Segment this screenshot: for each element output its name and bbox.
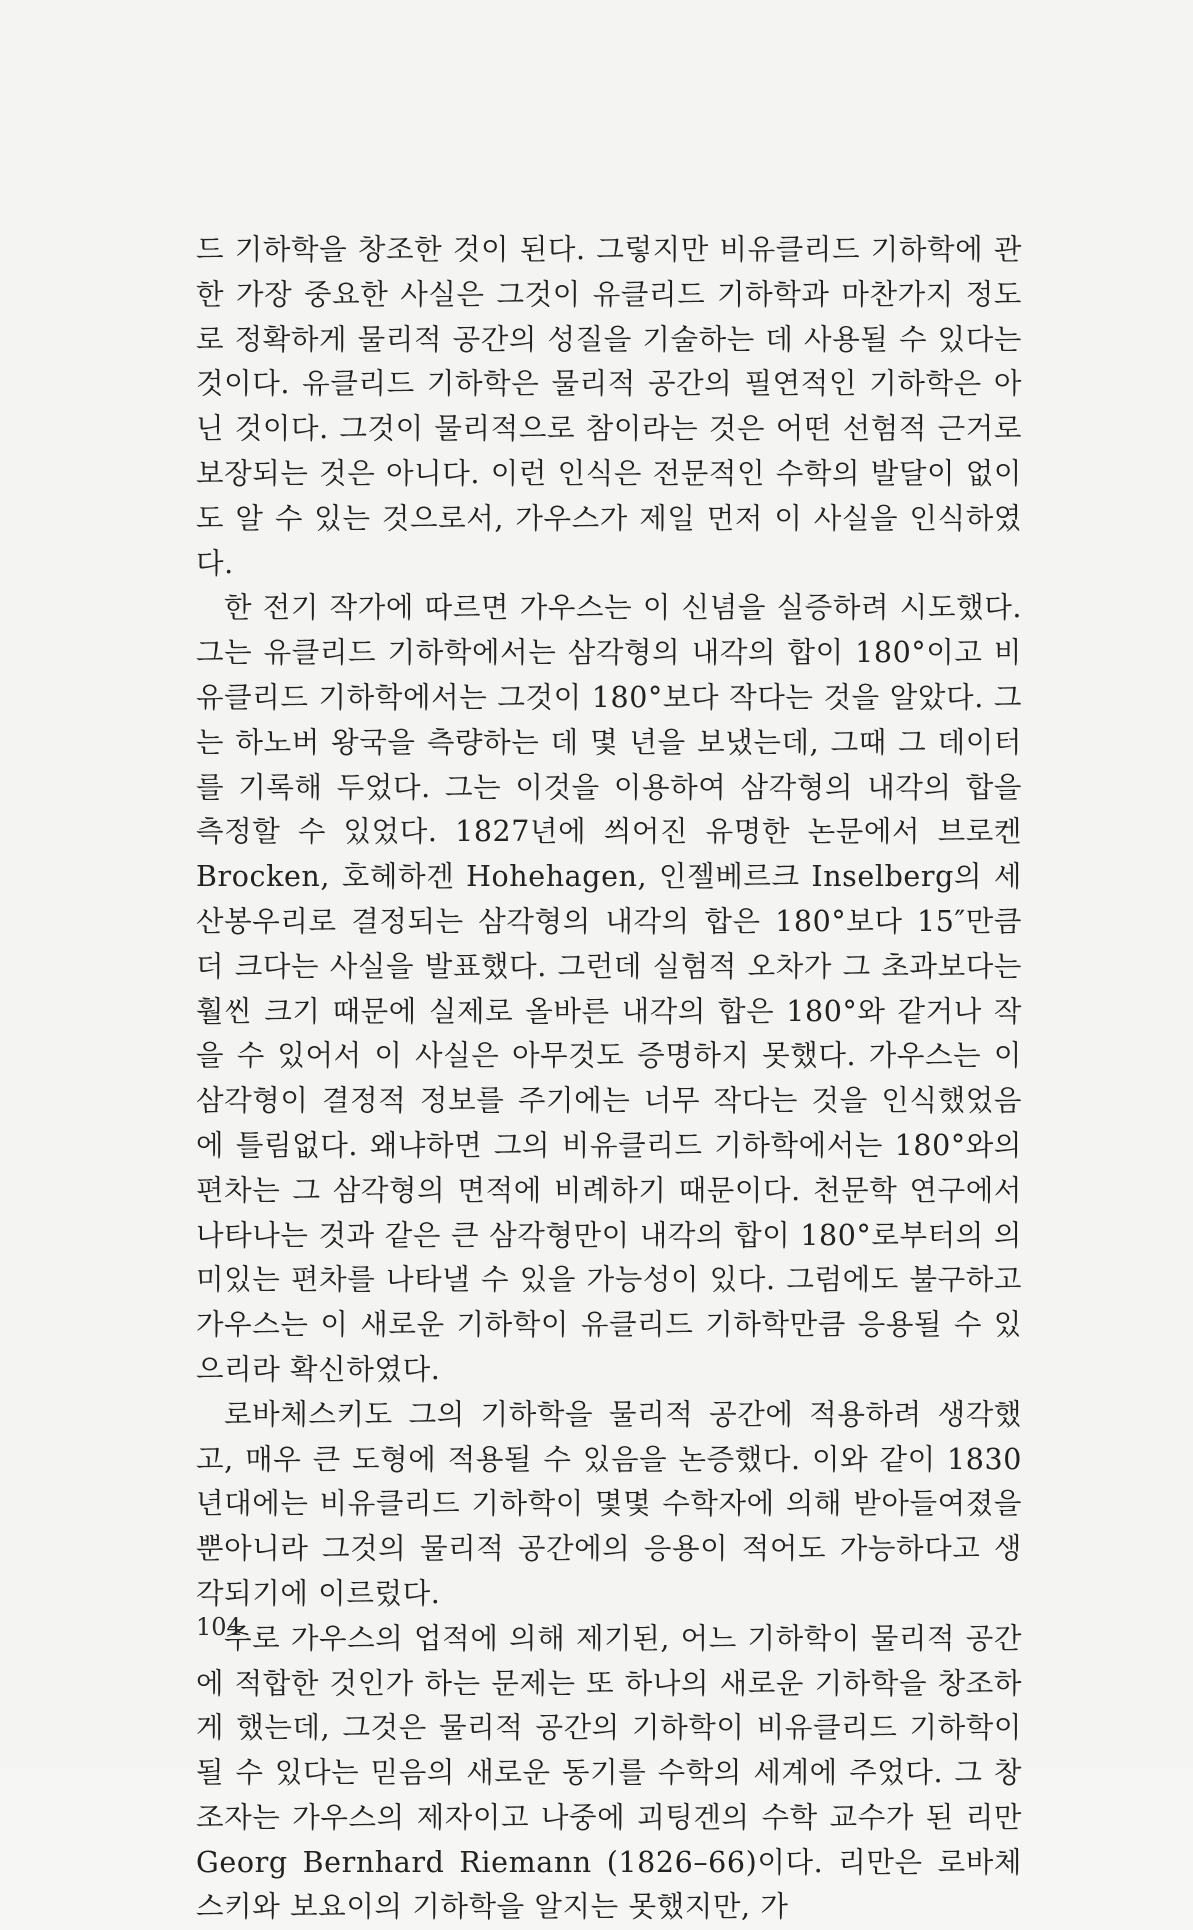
paragraph-1: 드 기하학을 창조한 것이 된다. 그렇지만 비유클리드 기하학에 관한 가장 중요한 사실은 그것이 유클리드 기하학과 마찬가지 정도로 정확하게 물리적 공간의 성질을 기술하는 데 사용될 수 있다는 것이다. 유클리드 기하학은 물리적 공간의 필연적인 기하학은 아닌 것이다. 그것이 물리적으로 참이라는 것은 어떤 선험적 근거로 보장되는 것은 아니다. 이런 인식은 전문적인 수학의 발달이 없이도 알 수 있는 것으로서, 가우스가 제일 먼저 이 사실을 인식하였다. [196, 233, 1022, 580]
page-number: 104 [196, 1613, 242, 1641]
paragraph-3: 로바체스키도 그의 기하학을 물리적 공간에 적용하려 생각했고, 매우 큰 도형에 적용될 수 있음을 논증했다. 이와 같이 1830년대에는 비유클리드 기하학이 몇몇 수학자에 의해 받아들여졌을 뿐아니라 그것의 물리적 공간에의 응용이 적어도 가능하다고 생각되기에 이르렀다. [196, 1397, 1022, 1610]
paragraph-4: 주로 가우스의 업적에 의해 제기된, 어느 기하학이 물리적 공간에 적합한 것인가 하는 문제는 또 하나의 새로운 기하학을 창조하게 했는데, 그것은 물리적 공간의 기하학이 비유클리드 기하학이 될 수 있다는 믿음의 새로운 동기를 수학의 세계에 주었다. 그 창조자는 가우스의 제자이고 나중에 괴팅겐의 수학 교수가 된 리만 Georg Bernhard Riemann (1826–66)이다. 리만은 로바체스키와 보요이의 기하학을 알지는 못했지만, 가 [196, 1621, 1022, 1924]
paragraph-2: 한 전기 작가에 따르면 가우스는 이 신념을 실증하려 시도했다. 그는 유클리드 기하학에서는 삼각형의 내각의 합이 180°이고 비유클리드 기하학에서는 그것이 180°보다 작다는 것을 알았다. 그는 하노버 왕국을 측량하는 데 몇 년을 보냈는데, 그때 그 데이터를 기록해 두었다. 그는 이것을 이용하여 삼각형의 내각의 합을 측정할 수 있었다. 1827년에 씌어진 유명한 논문에서 브로켄 Brocken, 호헤하겐 Hohehagen, 인젤베르크 Inselberg의 세 산봉우리로 결정되는 삼각형의 내각의 합은 180°보다 15″만큼 더 크다는 사실을 발표했다. 그런데 실험적 오차가 그 초과보다는 훨씬 크기 때문에 실제로 올바른 내각의 합은 180°와 같거나 작을 수 있어서 이 사실은 아무것도 증명하지 못했다. 가우스는 이 삼각형이 결정적 정보를 주기에는 너무 작다는 것을 인식했었음에 틀림없다. 왜냐하면 그의 비유클리드 기하학에서는 180°와의 편차는 그 삼각형의 면적에 비례하기 때문이다. 천문학 연구에서 나타나는 것과 같은 큰 삼각형만이 내각의 합이 180°로부터의 의미있는 편차를 나타낼 수 있을 가능성이 있다. 그럼에도 불구하고 가우스는 이 새로운 기하학이 유클리드 기하학만큼 응용될 수 있으리라 확신하였다. [196, 591, 1022, 1386]
body-text [196, 228, 1022, 1930]
